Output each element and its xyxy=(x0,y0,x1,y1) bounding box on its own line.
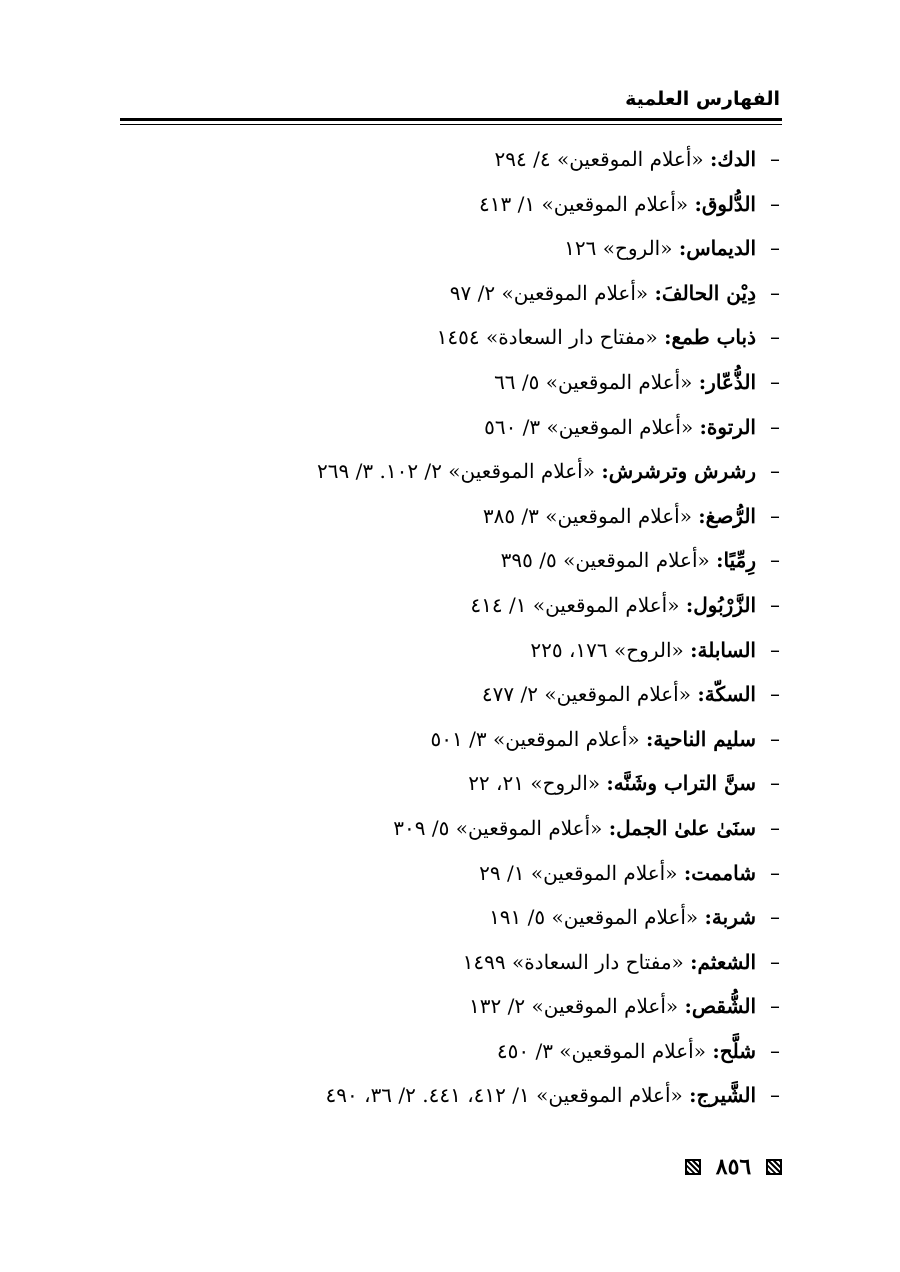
entry-headword: ذباب طمع: xyxy=(664,325,756,350)
index-entry xyxy=(80,895,780,940)
entry-dash: – xyxy=(770,414,780,439)
entry-dash: – xyxy=(770,548,780,573)
entry-dash: – xyxy=(770,592,780,617)
entry-reference: «أعلام الموقعين» ٣/ ٣٨٥ xyxy=(482,503,692,528)
entry-headword: الزَّرْبُول: xyxy=(685,592,756,617)
entry-reference: «أعلام الموقعين» ٣/ ٤٥٠ xyxy=(496,1038,706,1063)
index-entry xyxy=(80,182,780,227)
header-rule-thin xyxy=(120,124,782,125)
entry-headword: الديماس: xyxy=(678,236,756,261)
entry-reference: «أعلام الموقعين» ٣/ ٥٠١ xyxy=(430,726,640,751)
entry-dash: – xyxy=(770,236,780,261)
ornament-icon xyxy=(685,1159,701,1175)
entry-dash: – xyxy=(770,815,780,840)
entry-reference: «أعلام الموقعين» ٥/ ٣٩٥ xyxy=(500,548,710,573)
entry-headword: الشعثم: xyxy=(690,949,756,974)
entry-dash: – xyxy=(770,994,780,1019)
entry-headword: الذُّعّار: xyxy=(698,369,756,394)
entry-dash: – xyxy=(770,771,780,796)
index-entry xyxy=(80,360,780,405)
index-entry xyxy=(80,405,780,450)
index-entry xyxy=(80,984,780,1029)
index-entry xyxy=(80,1073,780,1118)
index-entry xyxy=(80,226,780,271)
entry-dash: – xyxy=(770,459,780,484)
index-entry xyxy=(80,1029,780,1074)
entry-reference: «أعلام الموقعين» ٢/ ١٠٢. ٣/ ٢٦٩ xyxy=(317,459,595,484)
entry-dash: – xyxy=(770,280,780,305)
entry-headword: الشُّقص: xyxy=(684,994,756,1019)
entry-dash: – xyxy=(770,905,780,930)
entry-headword: الدك: xyxy=(709,147,756,171)
entry-dash: – xyxy=(770,726,780,751)
index-entry xyxy=(80,494,780,539)
entry-reference: «أعلام الموقعين» ٢/ ٩٧ xyxy=(449,280,649,305)
entry-reference: «الروح» ١٢٦ xyxy=(564,236,673,261)
entry-reference: «أعلام الموقعين» ١/ ٤١٢، ٤٤١. ٢/ ٣٦، ٤٩٠ xyxy=(325,1083,683,1108)
entry-reference: «أعلام الموقعين» ٥/ ٦٦ xyxy=(494,369,693,394)
index-entry xyxy=(80,851,780,896)
entry-headword: سنَىٰ علىٰ الجمل: xyxy=(608,815,756,840)
entry-reference: «أعلام الموقعين» ٤/ ٢٩٤ xyxy=(494,147,704,171)
entry-dash: – xyxy=(770,1083,780,1108)
entry-reference: «الروح» ٢١، ٢٢ xyxy=(468,771,601,796)
entry-reference: «مفتاح دار السعادة» ١٤٩٩ xyxy=(462,949,684,974)
index-entry xyxy=(80,449,780,494)
index-entry xyxy=(80,761,780,806)
entry-headword: سنَّ التراب وشَنَّه: xyxy=(606,771,756,796)
index-entry xyxy=(80,717,780,762)
index-entry xyxy=(80,806,780,851)
index-entry xyxy=(80,628,780,673)
index-entry xyxy=(80,137,780,182)
running-header-title: الفهارس العلمية xyxy=(625,88,780,110)
page-number: ٨٥٦ xyxy=(715,1154,752,1180)
entry-headword: رشرش وترشرش: xyxy=(601,459,756,484)
entry-headword: الدُّلوق: xyxy=(694,191,756,216)
entry-reference: «أعلام الموقعين» ٥/ ٣٠٩ xyxy=(393,815,603,840)
entry-reference: «أعلام الموقعين» ١/ ٢٩ xyxy=(479,860,678,885)
entry-reference: «الروح» ١٧٦، ٢٢٥ xyxy=(530,637,684,662)
entry-dash: – xyxy=(770,369,780,394)
index-entry xyxy=(80,672,780,717)
index-entry xyxy=(80,315,780,360)
entry-headword: رِمِّيًا: xyxy=(716,548,756,573)
entry-headword: السكّة: xyxy=(697,682,756,707)
entry-dash: – xyxy=(770,147,780,171)
index-entry xyxy=(80,271,780,316)
entry-reference: «أعلام الموقعين» ٢/ ١٣٢ xyxy=(469,994,679,1019)
entry-headword: سليم الناحية: xyxy=(646,726,756,751)
index-entry-list xyxy=(80,137,780,1118)
entry-reference: «أعلام الموقعين» ٣/ ٥٦٠ xyxy=(484,414,694,439)
entry-reference: «أعلام الموقعين» ٢/ ٤٧٧ xyxy=(481,682,691,707)
index-entry xyxy=(80,583,780,628)
entry-dash: – xyxy=(770,1038,780,1063)
entry-reference: «أعلام الموقعين» ١/ ٤١٣ xyxy=(479,191,689,216)
entry-headword: شاممت: xyxy=(683,860,756,885)
index-entry xyxy=(80,940,780,985)
entry-dash: – xyxy=(770,860,780,885)
entry-headword: الرُّصغ: xyxy=(698,503,756,528)
entry-dash: – xyxy=(770,191,780,216)
entry-headword: دِيْن الحالفَ: xyxy=(654,280,756,305)
index-entry xyxy=(80,538,780,583)
entry-reference: «أعلام الموقعين» ١/ ٤١٤ xyxy=(470,592,680,617)
entry-headword: شلَّح: xyxy=(712,1038,756,1063)
entry-headword: السابلة: xyxy=(690,637,756,662)
entry-reference: «مفتاح دار السعادة» ١٤٥٤ xyxy=(436,325,658,350)
entry-headword: شربة: xyxy=(704,905,756,930)
entry-dash: – xyxy=(770,682,780,707)
entry-dash: – xyxy=(770,637,780,662)
ornament-icon xyxy=(766,1159,782,1175)
page-number-block xyxy=(685,1152,782,1182)
entry-headword: الرتوة: xyxy=(699,414,756,439)
entry-dash: – xyxy=(770,325,780,350)
header-rule-thick xyxy=(120,118,782,121)
entry-dash: – xyxy=(770,949,780,974)
entry-headword: الشَّيرج: xyxy=(689,1083,756,1108)
entry-dash: – xyxy=(770,503,780,528)
entry-reference: «أعلام الموقعين» ٥/ ١٩١ xyxy=(489,905,699,930)
